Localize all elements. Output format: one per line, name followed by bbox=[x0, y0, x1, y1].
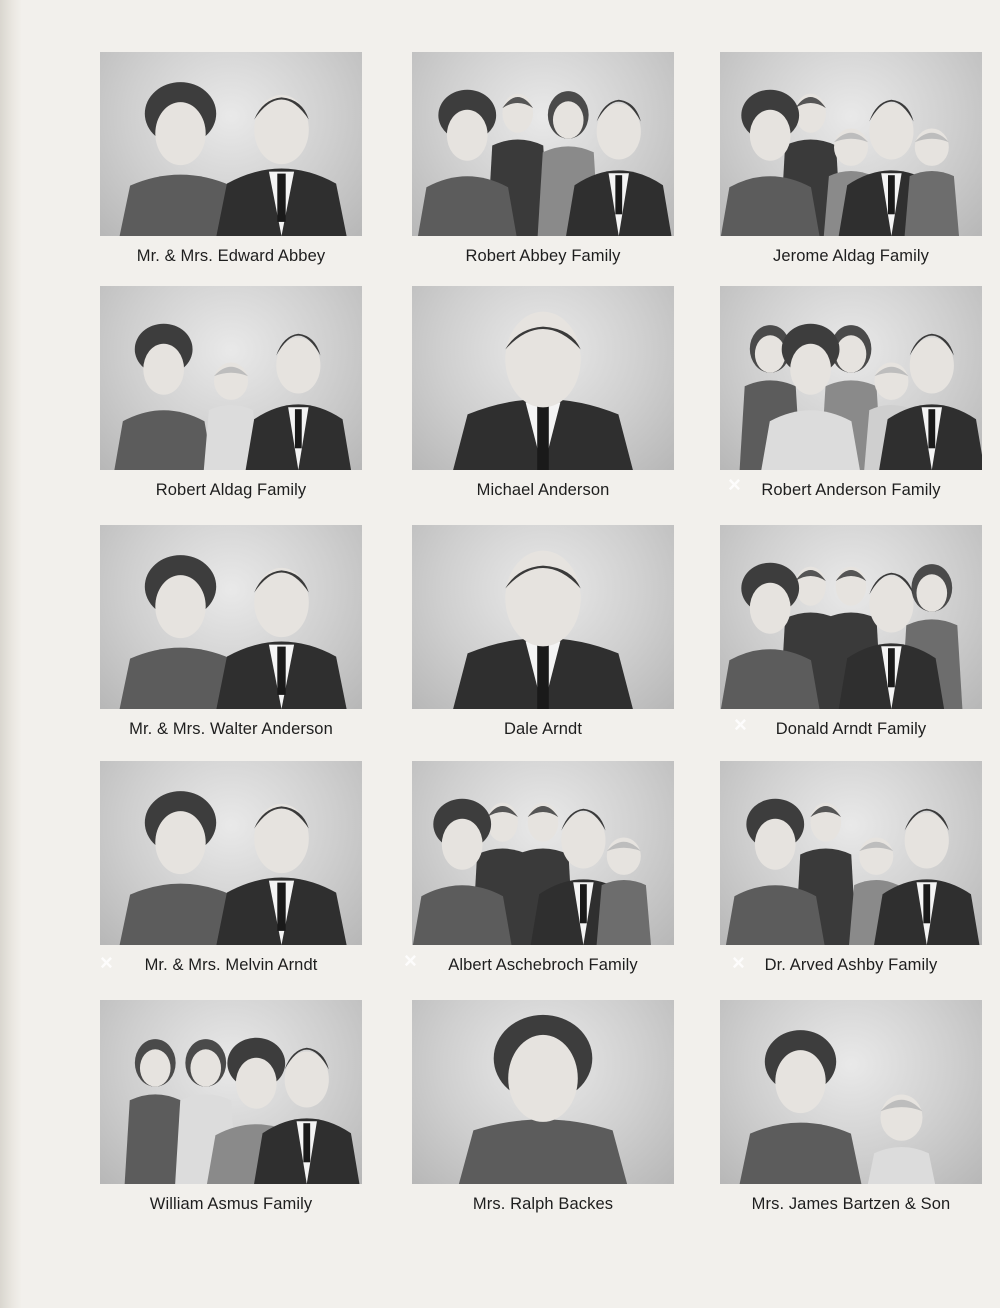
portrait-photo bbox=[720, 525, 982, 709]
portrait-caption: Jerome Aldag Family bbox=[773, 247, 929, 265]
portrait-card bbox=[720, 52, 982, 266]
portrait-caption: Dale Arndt bbox=[503, 720, 583, 738]
portrait-card bbox=[100, 1000, 362, 1214]
portrait-caption: Mrs. Ralph Backes bbox=[472, 1195, 614, 1213]
portrait-caption: Dr. Arved Ashby Family bbox=[764, 956, 938, 974]
handwritten-check-mark: × bbox=[100, 950, 113, 975]
portrait-photo bbox=[100, 525, 362, 709]
handwritten-check-mark: × bbox=[728, 472, 741, 497]
portrait-card bbox=[412, 761, 674, 975]
portrait-card bbox=[100, 286, 362, 500]
portrait-photo bbox=[412, 525, 674, 709]
handwritten-check-mark: × bbox=[734, 712, 747, 737]
portrait-photo bbox=[100, 52, 362, 236]
portrait-card bbox=[100, 761, 362, 975]
portrait-photo bbox=[720, 761, 982, 945]
portrait-card bbox=[412, 52, 674, 266]
portrait-caption: Robert Abbey Family bbox=[465, 247, 621, 265]
portrait-card bbox=[720, 761, 982, 975]
handwritten-check-mark: × bbox=[732, 950, 745, 975]
portrait-card bbox=[412, 286, 674, 500]
portrait-photo bbox=[100, 286, 362, 470]
handwritten-check-mark: × bbox=[404, 948, 417, 973]
portrait-card bbox=[720, 1000, 982, 1214]
portrait-photo bbox=[100, 761, 362, 945]
portrait-caption: Mr. & Mrs. Melvin Arndt bbox=[144, 956, 318, 974]
portrait-caption: Mr. & Mrs. Edward Abbey bbox=[136, 247, 326, 265]
portrait-caption: Mrs. James Bartzen & Son bbox=[751, 1195, 951, 1213]
portrait-photo bbox=[720, 52, 982, 236]
portrait-caption: Robert Aldag Family bbox=[155, 481, 307, 499]
portrait-photo bbox=[412, 52, 674, 236]
portrait-caption: Robert Anderson Family bbox=[761, 481, 941, 499]
portrait-card bbox=[412, 525, 674, 739]
portrait-photo bbox=[100, 1000, 362, 1184]
portrait-caption: Albert Aschebroch Family bbox=[448, 956, 638, 974]
portrait-caption: Mr. & Mrs. Walter Anderson bbox=[129, 720, 333, 738]
portrait-caption: Michael Anderson bbox=[476, 481, 610, 499]
portrait-card bbox=[100, 52, 362, 266]
portrait-photo bbox=[412, 761, 674, 945]
page-binding-edge bbox=[0, 0, 22, 1308]
portrait-card bbox=[720, 525, 982, 739]
portrait-photo bbox=[412, 286, 674, 470]
portrait-card bbox=[720, 286, 982, 500]
portrait-photo bbox=[720, 1000, 982, 1184]
portrait-caption: Donald Arndt Family bbox=[775, 720, 927, 738]
portrait-card bbox=[412, 1000, 674, 1214]
portrait-card bbox=[100, 525, 362, 739]
portrait-photo bbox=[412, 1000, 674, 1184]
portrait-caption: William Asmus Family bbox=[149, 1195, 313, 1213]
portrait-photo bbox=[720, 286, 982, 470]
